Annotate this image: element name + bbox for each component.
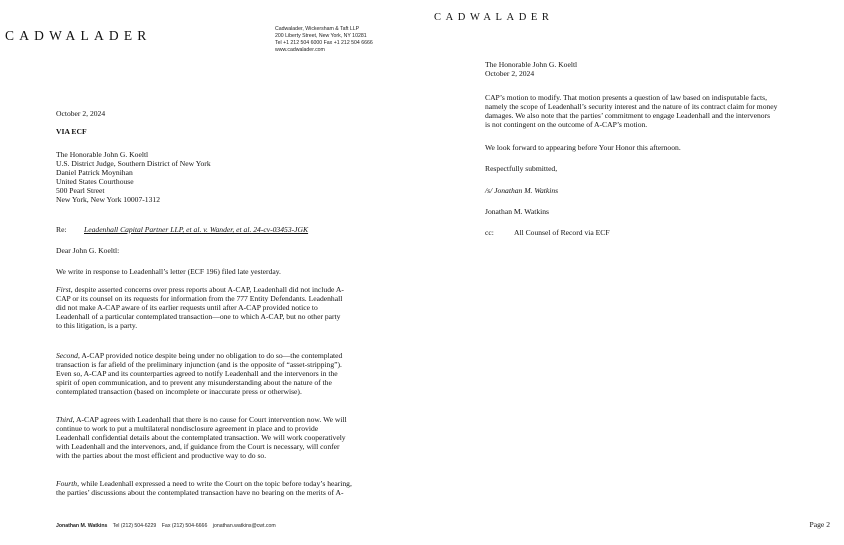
- paragraph-line: , A-CAP agrees with Leadenhall that there is no cause for Court intervention now. We will: [72, 415, 347, 424]
- paragraph-line: with the parties about the most efficient and productive way to do so.: [56, 451, 267, 460]
- firm-logo: CADWALADER: [434, 12, 554, 23]
- header-date: October 2, 2024: [485, 69, 535, 78]
- recipient-line: U.S. District Judge, Southern District of New York: [56, 159, 211, 168]
- paragraph-line: CAP’s motion to modify. That motion presents a question of law based on indisputable facts,: [485, 93, 767, 102]
- firm-address-block: [275, 26, 373, 54]
- recipient-line: United States Courthouse: [56, 177, 134, 186]
- running-header: [485, 60, 577, 78]
- letter-page-2: [424, 0, 844, 545]
- paragraph-line: to this litigation, is a party.: [56, 321, 138, 330]
- paragraph-line: contemplated transaction (based on incomplete or inaccurate press or otherwise).: [56, 387, 302, 396]
- footer-tel: Tel (212) 504-6229: [112, 523, 157, 529]
- paragraph-second: [56, 351, 404, 396]
- paragraph-lead: Third: [56, 415, 73, 424]
- firm-phone: Tel +1 212 504 6000 Fax +1 212 504 6666: [275, 40, 373, 46]
- paragraph-fourth: [56, 479, 404, 497]
- paragraph-line: did not make A-CAP aware of its earlier requests until after A-CAP provided notice to: [56, 303, 318, 312]
- paragraph-line: CAP or its counsel on its requests for information from the 777 Entity Defendants. Leadenhall: [56, 294, 343, 303]
- paragraph-line: , while Leadenhall expressed a need to write the Court on the topic before today’s hearing,: [77, 479, 352, 488]
- footer-contact: [56, 523, 276, 529]
- paragraph-lead: First: [56, 285, 71, 294]
- recipient-line: New York, New York 10007-1312: [56, 195, 160, 204]
- paragraph-line: damages. We also note that the parties’ commitment to engage Leadenhall and the intervenors: [485, 111, 771, 120]
- recipient-line: Daniel Patrick Moynihan: [56, 168, 133, 177]
- closing-phrase: Respectfully submitted,: [485, 164, 558, 173]
- paragraph-line: Leadenhall confidential details about the contemplated transaction. We will work cooperatively: [56, 433, 346, 442]
- recipient-address: [56, 150, 211, 204]
- paragraph-line: , despite asserted concerns over press reports about A-CAP, Leadenhall did not include A-: [70, 285, 344, 294]
- paragraph-lead: Fourth: [56, 479, 78, 488]
- firm-street: 200 Liberty Street, New York, NY 10281: [275, 33, 367, 39]
- footer-name: Jonathan M. Watkins: [56, 523, 108, 529]
- page-number: Page 2: [809, 520, 830, 529]
- recipient-line: The Honorable John G. Koeltl: [56, 150, 149, 159]
- paragraph-line: continue to work to put a multilateral nondisclosure agreement in place and to provide: [56, 424, 319, 433]
- paragraph-line: , A-CAP provided notice despite being under no obligation to do so—the contemplated: [77, 351, 343, 360]
- salutation: Dear John G. Koeltl:: [56, 246, 120, 255]
- paragraph-line: the parties’ discussions about the contemplated transaction have no bearing on the merits of A-: [56, 488, 344, 497]
- paragraph-first: [56, 285, 404, 330]
- letter-date: October 2, 2024: [56, 109, 106, 118]
- footer-email: jonathan.watkins@cwt.com: [212, 523, 276, 529]
- paragraph-line: spirit of open communication, and to prevent any misunderstanding about the nature of the: [56, 378, 332, 387]
- paragraph-line: Even so, A-CAP and its counterparties agreed to notify Leadenhall and the intervenors in the: [56, 369, 338, 378]
- paragraph-line: Leadenhall of a particular contemplated transaction—one to which A-CAP, but no other party: [56, 312, 341, 321]
- cc-recipients: All Counsel of Record via ECF: [514, 228, 610, 237]
- paragraph-third: [56, 415, 404, 460]
- paragraph-line: is not contingent on the outcome of A-CAP’s motion.: [485, 120, 648, 129]
- firm-website: www.cadwalader.com: [275, 47, 325, 53]
- firm-name: Cadwalader, Wickersham & Taft LLP: [275, 26, 360, 32]
- signature: /s/ Jonathan M. Watkins: [485, 186, 559, 195]
- paragraph-line: namely the scope of Leadenhall’s security interest and the nature of its contract claim for money: [485, 102, 778, 111]
- paragraph-line: transaction is far afield of the preliminary injunction (and is the opposite of “asset-stripping”).: [56, 360, 342, 369]
- case-caption: Leadenhall Capital Partner LLP, et al. v. Wander, et al. 24-cv-03453-JGK: [84, 225, 309, 234]
- paragraph-line: with Leadenhall and the intervenors, and, if guidance from the Court is necessary, will confer: [56, 442, 340, 451]
- paragraph-lead: Second: [56, 351, 78, 360]
- delivery-method: VIA ECF: [56, 127, 87, 136]
- re-label: Re:: [56, 225, 67, 234]
- intro-paragraph: We write in response to Leadenhall’s letter (ECF 196) filed late yesterday.: [56, 267, 281, 276]
- header-recipient: The Honorable John G. Koeltl: [485, 60, 578, 69]
- footer-fax: Fax (212) 504-6666: [161, 523, 208, 529]
- paragraph-continued: [485, 93, 831, 129]
- recipient-line: 500 Pearl Street: [56, 186, 105, 195]
- closing-paragraph: We look forward to appearing before Your Honor this afternoon.: [485, 143, 681, 152]
- cc-label: cc:: [485, 228, 494, 237]
- signer-name: Jonathan M. Watkins: [485, 207, 550, 216]
- firm-logo: CADWALADER: [5, 28, 152, 43]
